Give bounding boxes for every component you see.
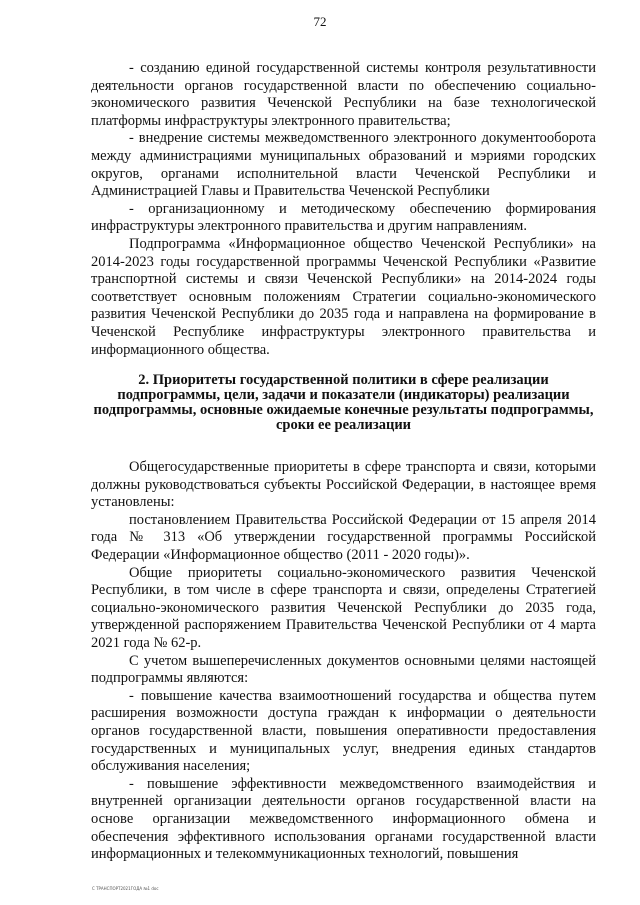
document-body — [91, 60, 596, 864]
paragraph: - повышение эффективности межведомственного взаимодействия и внутренней организации деятельности органов государственной власти на основе организации межведомственного информационного обмена и обеспечения эффективного использования органами государственной власти информационных и телекоммуникационных технологий, повышения — [91, 775, 596, 863]
paragraph: Подпрограмма «Информационное общество Чеченской Республики» на 2014-2023 годы государственной программы Чеченской Республики «Развитие транспортной системы и связи Чеченской Республики» на 2014-2024 годы соответствует основным положениям Стратегии социально-экономического развития Чеченской Республики до 2035 года и направлена на формирование в Чеченской Республике инфраструктуры электронного правительства и информационного общества. — [91, 235, 596, 358]
page-number: 72 — [313, 14, 327, 29]
paragraph: - внедрение системы межведомственного электронного документооборота между администрациями муниципальных образований и мэриями городских округов, органами исполнительной власти Чеченской Республики и Администрацией Главы и Правительства Чеченской Республики — [91, 130, 596, 200]
paragraph: С учетом вышеперечисленных документов основными целями настоящей подпрограммы являются: — [91, 652, 596, 687]
paragraph: - созданию единой государственной системы контроля результативности деятельности органов государственной власти по обеспечению социально-экономического развития Чеченской Республики на базе технологической платформы инфраструктуры электронного правительства; — [91, 60, 596, 129]
paragraph: постановлением Правительства Российской Федерации от 15 апреля 2014 года № 313 «Об утверждении государственной программы Российской Федерации «Информационное общество (2011 - 2020 годы)». — [91, 511, 596, 564]
paragraph: Общегосударственные приоритеты в сфере транспорта и связи, которыми должны руководствоваться субъекты Российской Федерации, в настоящее время установлены: — [91, 459, 596, 511]
section-heading: 2. Приоритеты государственной политики в сфере реализации подпрограммы, цели, задачи и показатели (индикаторы) реализации подпрограммы, основные ожидаемые конечные результаты подпрограммы, сроки ее реализации — [93, 372, 594, 434]
paragraph: - повышение качества взаимоотношений государства и общества путем расширения возможности доступа граждан к информации о деятельности органов государственной власти, повышения оперативности предоставления государственных и муниципальных услуг, внедрения единых стандартов обслуживания населения; — [91, 687, 596, 775]
paragraph: - организационному и методическому обеспечению формирования инфраструктуры электронного правительства и другим направлениям. — [91, 200, 596, 235]
paragraph: Общие приоритеты социально-экономического развития Чеченской Республики, в том числе в сфере транспорта и связи, определены Стратегией социально-экономического развития Чеченской Республики до 2035 года, утвержденной распоряжением Правительства Чеченской Республики от 4 марта 2021 года № 62-р. — [91, 564, 596, 652]
footer-note: С ТРАНСПОРТ2021ГОДА №1 doc — [92, 886, 159, 891]
